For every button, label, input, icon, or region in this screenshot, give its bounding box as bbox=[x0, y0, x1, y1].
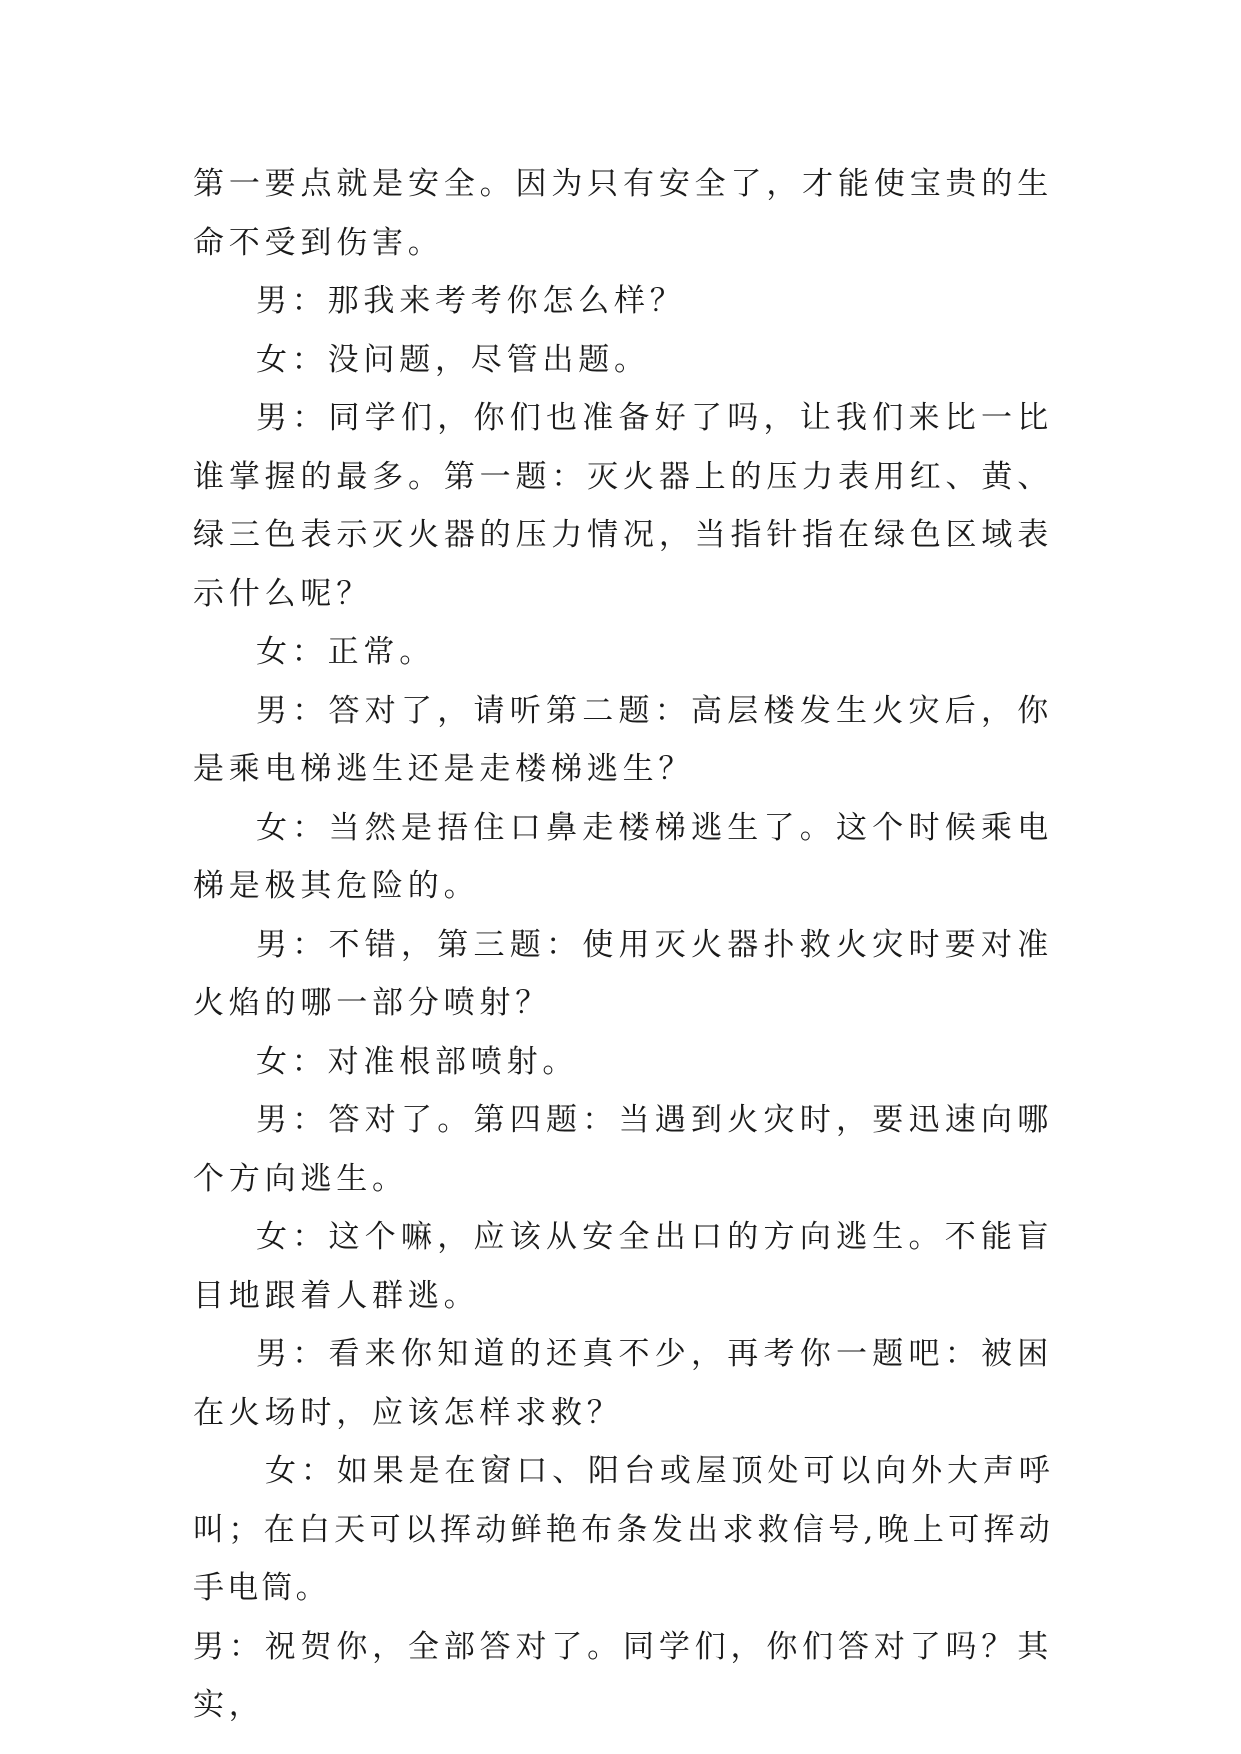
dialogue-line: 女：这个嘛，应该从安全出口的方向逃生。不能盲目地跟着人群逃。 bbox=[193, 1219, 1053, 1314]
dialogue-line: 女：对准根部喷射。 bbox=[256, 1043, 579, 1080]
dialogue-line: 女：正常。 bbox=[256, 634, 435, 670]
dialogue-line: 男：祝贺你，全部答对了。同学们，你们答对了吗？其实， bbox=[193, 1628, 1053, 1723]
dialogue-line: 男：答对了，请听第二题：高层楼发生火灾后，你是乘电梯逃生还是走楼梯逃生？ bbox=[193, 692, 1053, 787]
dialogue-line: 男：那我来考考你怎么样？ bbox=[256, 283, 686, 319]
dialogue-line: 男：看来你知道的还真不少，再考你一题吧：被困在火场时，应该怎样求救？ bbox=[193, 1336, 1053, 1431]
dialogue-line: 女：如果是在窗口、阳台或屋顶处可以向外大声呼叫；在白天可以挥动鲜艳布条发出求救信号,晚上可挥动手电筒。 bbox=[193, 1453, 1053, 1606]
dialogue-line: 男：同学们，你们也准备好了吗，让我们来比一比谁掌握的最多。第一题：灭火器上的压力表用红、黄、绿三色表示灭火器的压力情况，当指针指在绿色区域表示什么呢？ bbox=[193, 400, 1053, 612]
document-body bbox=[193, 155, 1053, 1735]
dialogue-line: 男：答对了。第四题：当遇到火灾时，要迅速向哪个方向逃生。 bbox=[193, 1102, 1053, 1197]
dialogue-line: 女：没问题，尽管出题。 bbox=[256, 341, 650, 378]
dialogue-line: 男：不错，第三题：使用灭火器扑救火灾时要对准火焰的哪一部分喷射？ bbox=[193, 926, 1053, 1021]
paragraph-continuation: 第一要点就是安全。因为只有安全了，才能使宝贵的生命不受到伤害。 bbox=[193, 166, 1053, 261]
dialogue-line: 女：当然是捂住口鼻走楼梯逃生了。这个时候乘电梯是极其危险的。 bbox=[193, 809, 1053, 904]
